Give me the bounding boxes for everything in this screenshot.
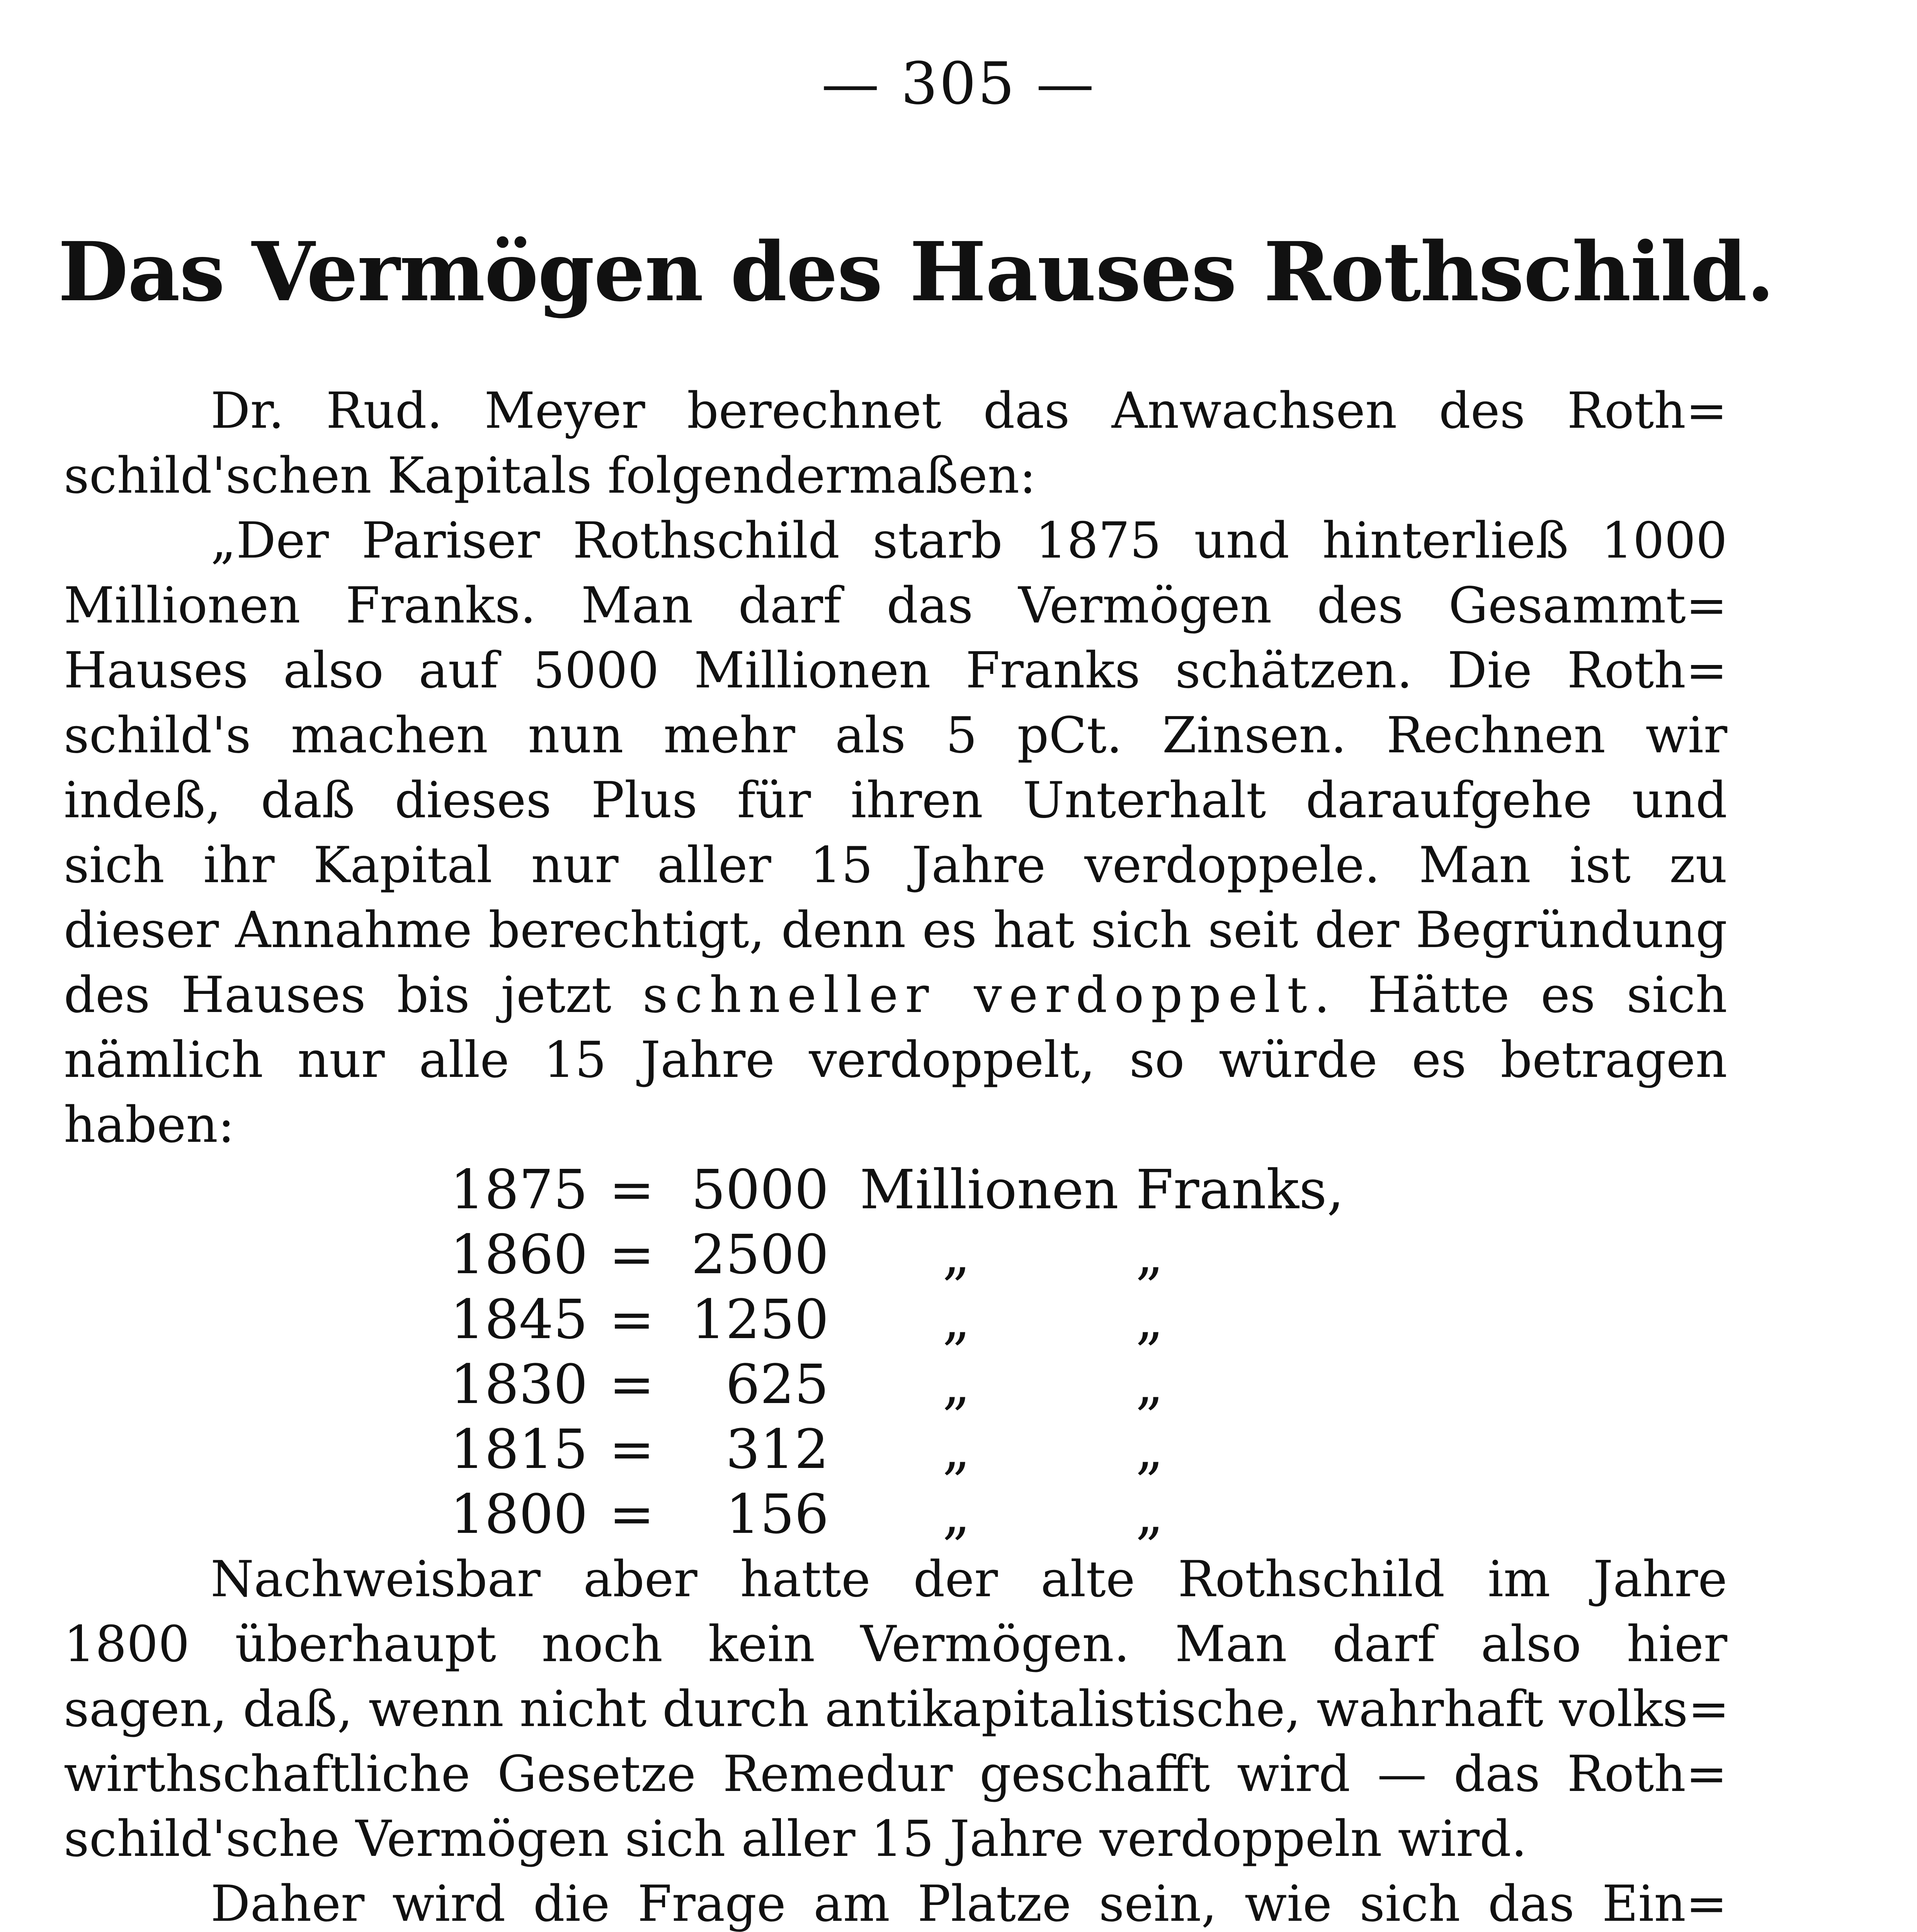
page-title: Das Vermögen des Hauses Rothschild. <box>58 224 1774 320</box>
text-line: schild'schen Kapitals folgendermaßen: <box>64 447 1036 505</box>
text-line: 1800 überhaupt noch kein Vermögen. Man darf also hier <box>64 1616 1727 1673</box>
text-line: schild'sche Vermögen sich aller 15 Jahre verdoppeln wird. <box>64 1810 1527 1868</box>
table-year: 1800 <box>450 1483 588 1546</box>
paragraph-3 <box>64 1872 1727 1932</box>
table-equals: = <box>609 1483 655 1546</box>
table-equals: = <box>609 1223 655 1286</box>
text-line: Hauses also auf 5000 Millionen Franks schätzen. Die Roth= <box>64 642 1727 699</box>
table-year: 1815 <box>450 1418 588 1481</box>
table-value: 312 <box>725 1418 829 1481</box>
table-row <box>450 1287 1455 1352</box>
table-row <box>450 1482 1455 1547</box>
text-line: Millionen Franks. Man darf das Vermögen des Gesammt= <box>64 577 1727 634</box>
ditto-mark: „ <box>1135 1353 1164 1416</box>
ditto-mark: „ <box>942 1483 971 1546</box>
paragraph-2 <box>64 1547 1730 1872</box>
text-line: schild's machen nun mehr als 5 pCt. Zinsen. Rechnen wir <box>64 707 1727 764</box>
table-row <box>450 1417 1455 1482</box>
text-line: nämlich nur alle 15 Jahre verdoppelt, so würde es betragen <box>64 1031 1727 1089</box>
table-row <box>450 1352 1455 1417</box>
text-line: Daher wird die Frage am Platze sein, wie sich das Ein= <box>211 1875 1727 1932</box>
ditto-mark: „ <box>1135 1483 1164 1546</box>
ditto-mark: „ <box>942 1223 971 1286</box>
ditto-mark: „ <box>942 1353 971 1416</box>
paragraph-1 <box>64 379 1727 1158</box>
text-line: sich ihr Kapital nur aller 15 Jahre verdoppele. Man ist zu <box>64 837 1727 894</box>
text-line: sagen, daß, wenn nicht durch antikapitalistische, wahrhaft volks= <box>64 1680 1730 1738</box>
body-text <box>64 379 1730 1932</box>
text-line: dieser Annahme berechtigt, denn es hat sich seit der Begründung <box>64 901 1727 959</box>
table-value: 2500 <box>691 1223 829 1286</box>
emphasis-spaced: schneller verdoppelt. <box>642 966 1337 1024</box>
text-line: haben: <box>64 1096 235 1154</box>
table-equals: = <box>609 1158 655 1221</box>
table-year: 1845 <box>450 1288 588 1351</box>
table-equals: = <box>609 1288 655 1351</box>
text-line: wirthschaftliche Gesetze Remedur geschafft wird — das Roth= <box>64 1745 1727 1803</box>
text-line: „Der Pariser Rothschild starb 1875 und hinterließ 1000 <box>211 512 1727 570</box>
text-line-spaced: des Hauses bis jetzt schneller verdoppelt. Hätte es sich <box>64 966 1728 1024</box>
page-number: — 305 — <box>821 50 1096 117</box>
table-year: 1875 <box>450 1158 588 1221</box>
table-year: 1830 <box>450 1353 588 1416</box>
table-equals: = <box>609 1353 655 1416</box>
ditto-mark: „ <box>942 1288 971 1351</box>
ditto-mark: „ <box>942 1418 971 1481</box>
ditto-mark: „ <box>1135 1418 1164 1481</box>
table-value: 5000 <box>691 1158 829 1221</box>
text-line: Dr. Rud. Meyer berechnet das Anwachsen des Roth= <box>211 382 1727 440</box>
table-year: 1860 <box>450 1223 588 1286</box>
table-row <box>450 1158 1455 1223</box>
table-unit: Millionen Franks, <box>860 1158 1344 1221</box>
table-row <box>450 1223 1455 1287</box>
capital-table <box>450 1158 1455 1547</box>
table-value: 625 <box>725 1353 829 1416</box>
ditto-mark: „ <box>1135 1223 1164 1286</box>
text-line: indeß, daß dieses Plus für ihren Unterhalt daraufgehe und <box>64 772 1727 829</box>
table-value: 156 <box>725 1483 829 1546</box>
ditto-mark: „ <box>1135 1288 1164 1351</box>
table-equals: = <box>609 1418 655 1481</box>
text-line: Nachweisbar aber hatte der alte Rothschild im Jahre <box>211 1551 1727 1608</box>
table-value: 1250 <box>691 1288 829 1351</box>
